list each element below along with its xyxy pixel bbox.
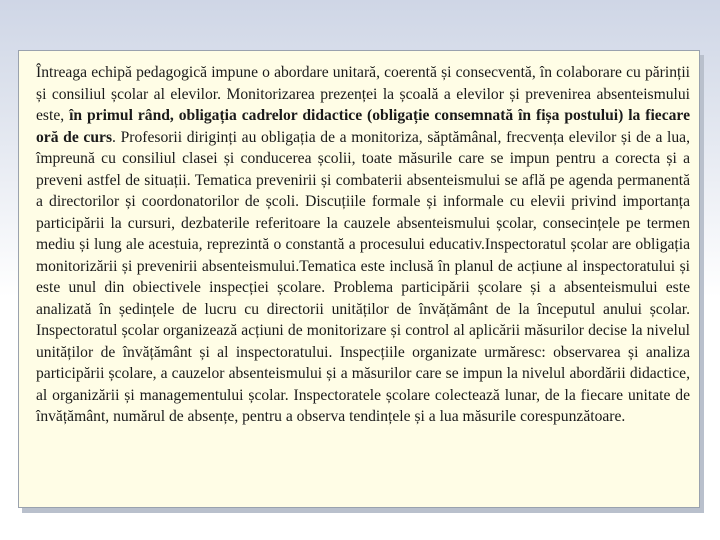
- paragraph-emphasis: în primul rând, obligația cadrelor didactice (obligație consemnată în fișa postului) la fiecare oră de curs: [36, 107, 690, 146]
- paragraph-body: . Profesorii diriginți au obligația de a monitoriza, săptămânal, frecvența elevilor și de a lua, împreună cu consiliul clasei și conducerea școlii, toate măsurile care se impun pentru a corecta și a preveni astfel de situații. Tematica prevenirii și combaterii absenteismului se află pe agenda permanentă a directorilor și coordonatorilor de școli. Discuțiile formale și informale cu elevii privind importanța participării la cursuri, dezbaterile referitoare la cauzele absenteismului școlar, consecințele pe termen mediu și lung ale acestuia, reprezintă o constantă a procesului educativ.Inspectoratul școlar are obligația monitorizării și prevenirii absenteismului.Tematica este inclusă în planul de acțiune al inspectoratului și este unul din obiectivele inspecției școlare. Problema participării școlare și a absenteismului este analizată în ședințele de lucru cu directorii unităților de învățământ de la începutul anului școlar. Inspectoratul școlar organizează acțiuni de monitorizare și control al aplicării măsurilor decise la nivelul unităților de învățământ și al inspectoratului. Inspecțiile organizate urmăresc: observarea și analiza participării școlare, a cauzelor absenteismului și a măsurilor care se impun la nivelul abordării didactice, al organizării și managementului școlar. Inspectoratele școlare colectează lunar, de la fiecare unitate de învățământ, numărul de absențe, pentru a observa tendințele și a lua măsurile corespunzătoare.: [36, 128, 690, 425]
- paragraph-intro: Întreaga echipă pedagogică impune o abordare unitară, coerentă și consecventă, în colaborare cu părinții și consiliul școlar al elevilor. Monitorizarea prezenței la școală a elevilor și prevenirea absenteismului este,: [36, 64, 690, 124]
- slide-paragraph: [36, 62, 690, 428]
